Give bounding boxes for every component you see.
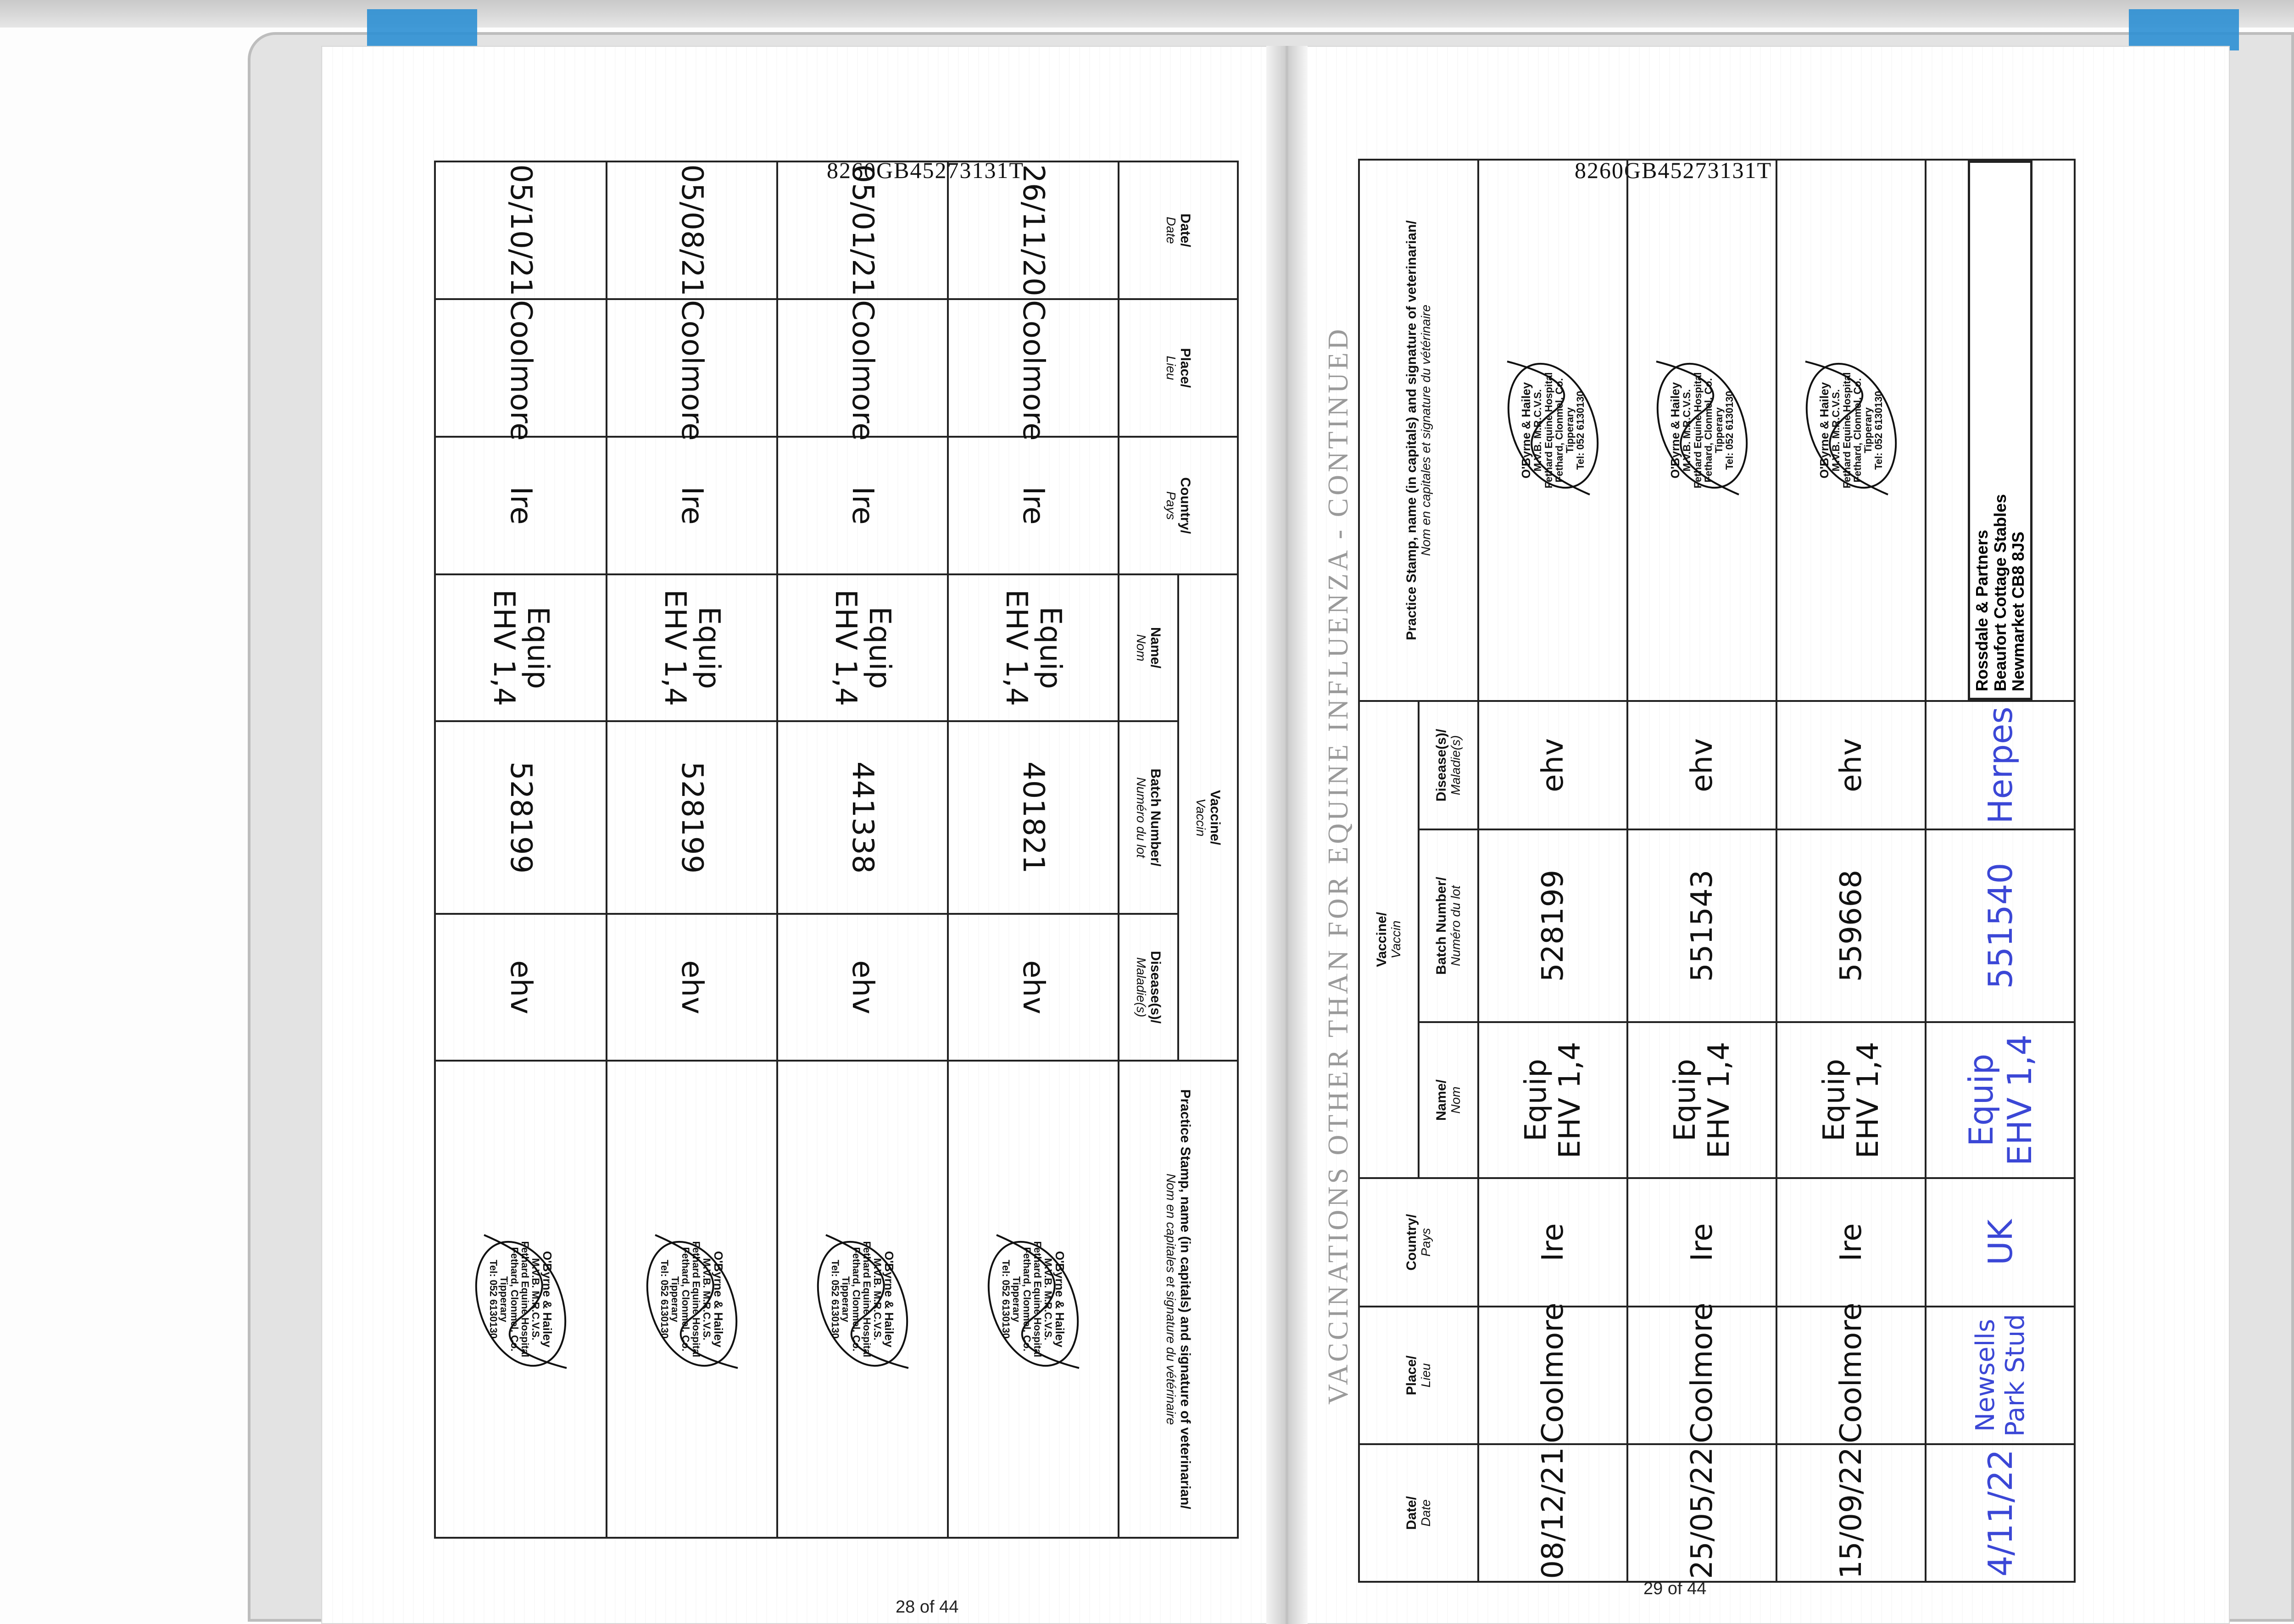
cell-batch: 401821 (948, 721, 1119, 914)
cell-vaccine-name: Equip EHV 1,4 (777, 574, 948, 721)
rossdale-stamp: Rossdale & Partners Beaufort Cottage Stables Newmarket CB8 8JS (1968, 161, 2032, 700)
cell-country: UK (1926, 1178, 2075, 1307)
cell-vaccine-name: Equip EHV 1,4 (1776, 1022, 1926, 1178)
cell-practice-stamp (948, 1061, 1119, 1538)
cell-vaccine-name: Equip EHV 1,4 (435, 574, 607, 721)
table-row (1478, 160, 1627, 1582)
cell-practice-stamp (607, 1061, 777, 1538)
header-date: Date/ Date (1359, 1444, 1478, 1582)
cell-practice-stamp (1627, 160, 1776, 701)
header-country: Country/ Pays (1359, 1178, 1478, 1307)
table-row (1776, 160, 1926, 1582)
cell-disease: ehv (1776, 701, 1926, 829)
cell-country: Ire (1776, 1178, 1926, 1307)
cell-practice-stamp (777, 1061, 948, 1538)
cell-country: Ire (1478, 1178, 1627, 1307)
cell-date: 05/08/21 (607, 161, 777, 299)
tape-left (367, 9, 477, 50)
cell-place: Coolmore (1776, 1307, 1926, 1444)
page-gutter (1266, 46, 1308, 1624)
cell-place: Coolmore (948, 299, 1119, 437)
cell-batch: 528199 (607, 721, 777, 914)
passport-number-right: 8260GB45273131T (1575, 157, 1772, 183)
cell-vaccine-name: Equip EHV 1,4 (948, 574, 1119, 721)
cell-date: 25/05/22 (1627, 1444, 1776, 1582)
tape-right (2129, 9, 2239, 50)
cell-batch: 551543 (1627, 829, 1776, 1022)
cell-disease: Herpes (1926, 701, 2075, 829)
stamp-text: O'Byrne & Hailey M.V.B. M.R.C.V.S. Fethard Equine Hospital Fethard, Clonmel, Co. Tipperary Tel: 052 6130130 (1000, 1241, 1067, 1357)
header-place: Place/ Lieu (1119, 299, 1238, 437)
cell-disease: ehv (1478, 701, 1627, 829)
practice-stamp (1796, 357, 1906, 504)
cell-place: Coolmore (777, 299, 948, 437)
section-banner: VACCINATIONS OTHER THAN FOR EQUINE INFLUENZA - CONTINUED (1323, 326, 1354, 1405)
page-number-right: 29 of 44 (1643, 1579, 1707, 1598)
header-batch: Batch Number/ Numéro du lot (1119, 721, 1178, 914)
cell-batch: 528199 (435, 721, 607, 914)
table-row (607, 161, 777, 1538)
cell-batch: 551540 (1926, 829, 2075, 1022)
cell-country: Ire (777, 437, 948, 574)
practice-stamp (807, 1226, 918, 1373)
cell-date: 05/01/21 (777, 161, 948, 299)
table-row (1627, 160, 1776, 1582)
header-name: Name/ Nom (1419, 1022, 1478, 1178)
cell-disease: ehv (435, 914, 607, 1061)
cell-place: Newsells Park Stud (1926, 1307, 2075, 1444)
stamp-text: O'Byrne & Hailey M.V.B. M.R.C.V.S. Fethard Equine Hospital Fethard, Clonmel, Co. Tipperary Tel: 052 6130130 (1817, 372, 1884, 489)
cell-disease: ehv (948, 914, 1119, 1061)
left-rows (435, 161, 1119, 1538)
scanner-edge (0, 0, 2294, 28)
cell-batch: 441338 (777, 721, 948, 914)
cell-place: Coolmore (435, 299, 607, 437)
table-row (435, 161, 607, 1538)
practice-stamp (1647, 357, 1757, 504)
right-vaccination-table (1358, 159, 2076, 1583)
practice-stamp (637, 1226, 747, 1373)
practice-stamp (978, 1226, 1088, 1373)
cell-date: 05/10/21 (435, 161, 607, 299)
cell-disease: ehv (777, 914, 948, 1061)
passport-number: 8260GB45273131T (827, 157, 1024, 183)
header-date: Date/ Date (1119, 161, 1238, 299)
cell-batch: 559668 (1776, 829, 1926, 1022)
stamp-text: O'Byrne & Hailey M.V.B. M.R.C.V.S. Fethard Equine Hospital Fethard, Clonmel, Co. Tipperary Tel: 052 6130130 (658, 1241, 726, 1357)
cell-country: Ire (948, 437, 1119, 574)
header-practice: Practice Stamp, name (in capitals) and signature of veterinarian/ Nom en capitales et signature du vétérinaire (1119, 1061, 1238, 1538)
header-place: Place/ Lieu (1359, 1307, 1478, 1444)
cell-date: 4/11/22 (1926, 1444, 2075, 1582)
cell-country: Ire (607, 437, 777, 574)
stamp-text: O'Byrne & Hailey M.V.B. M.R.C.V.S. Fethard Equine Hospital Fethard, Clonmel, Co. Tipperary Tel: 052 6130130 (1519, 372, 1586, 489)
cell-date: 08/12/21 (1478, 1444, 1627, 1582)
left-vaccination-table (434, 161, 1239, 1539)
cell-vaccine-name: Equip EHV 1,4 (1926, 1022, 2075, 1178)
stamp-text: O'Byrne & Hailey M.V.B. M.R.C.V.S. Fethard Equine Hospital Fethard, Clonmel, Co. Tipperary Tel: 052 6130130 (829, 1241, 896, 1357)
cell-disease: ehv (607, 914, 777, 1061)
page-number: 28 of 44 (896, 1597, 959, 1617)
table-row (948, 161, 1119, 1538)
stamp-text: O'Byrne & Hailey M.V.B. M.R.C.V.S. Fethard Equine Hospital Fethard, Clonmel, Co. Tipperary Tel: 052 6130130 (1668, 372, 1735, 489)
stamp-text: O'Byrne & Hailey M.V.B. M.R.C.V.S. Fethard Equine Hospital Fethard, Clonmel, Co. Tipperary Tel: 052 6130130 (487, 1241, 555, 1357)
practice-stamp (1498, 357, 1608, 504)
header-batch: Batch Number/ Numéro du lot (1419, 829, 1478, 1022)
header-vaccine: Vaccine/ Vaccin (1178, 574, 1238, 1061)
cell-batch: 528199 (1478, 829, 1627, 1022)
header-disease: Disease(s)/ Maladie(s) (1419, 701, 1478, 829)
cell-place: Coolmore (607, 299, 777, 437)
right-rows (1478, 160, 2075, 1582)
cell-practice-stamp (1776, 160, 1926, 701)
cell-country: Ire (435, 437, 607, 574)
cell-place: Coolmore (1627, 1307, 1776, 1444)
header-disease: Disease(s)/ Maladie(s) (1119, 914, 1178, 1061)
table-row (1926, 160, 2075, 1582)
cell-practice-stamp (435, 1061, 607, 1538)
cell-date: 26/11/20 (948, 161, 1119, 299)
cell-vaccine-name: Equip EHV 1,4 (607, 574, 777, 721)
cell-country: Ire (1627, 1178, 1776, 1307)
header-name: Name/ Nom (1119, 574, 1178, 721)
header-vaccine: Vaccine/ Vaccin (1359, 701, 1419, 1178)
cell-place: Coolmore (1478, 1307, 1627, 1444)
cell-vaccine-name: Equip EHV 1,4 (1478, 1022, 1627, 1178)
cell-vaccine-name: Equip EHV 1,4 (1627, 1022, 1776, 1178)
cell-practice-stamp (1478, 160, 1627, 701)
cell-date: 15/09/22 (1776, 1444, 1926, 1582)
cell-practice-stamp (1926, 160, 2075, 701)
header-practice: Practice Stamp, name (in capitals) and signature of veterinarian/ Nom en capitales et signature du vétérinaire (1359, 160, 1478, 701)
table-row (777, 161, 948, 1538)
header-country: Country/ Pays (1119, 437, 1238, 574)
cell-disease: ehv (1627, 701, 1776, 829)
practice-stamp (466, 1226, 576, 1373)
